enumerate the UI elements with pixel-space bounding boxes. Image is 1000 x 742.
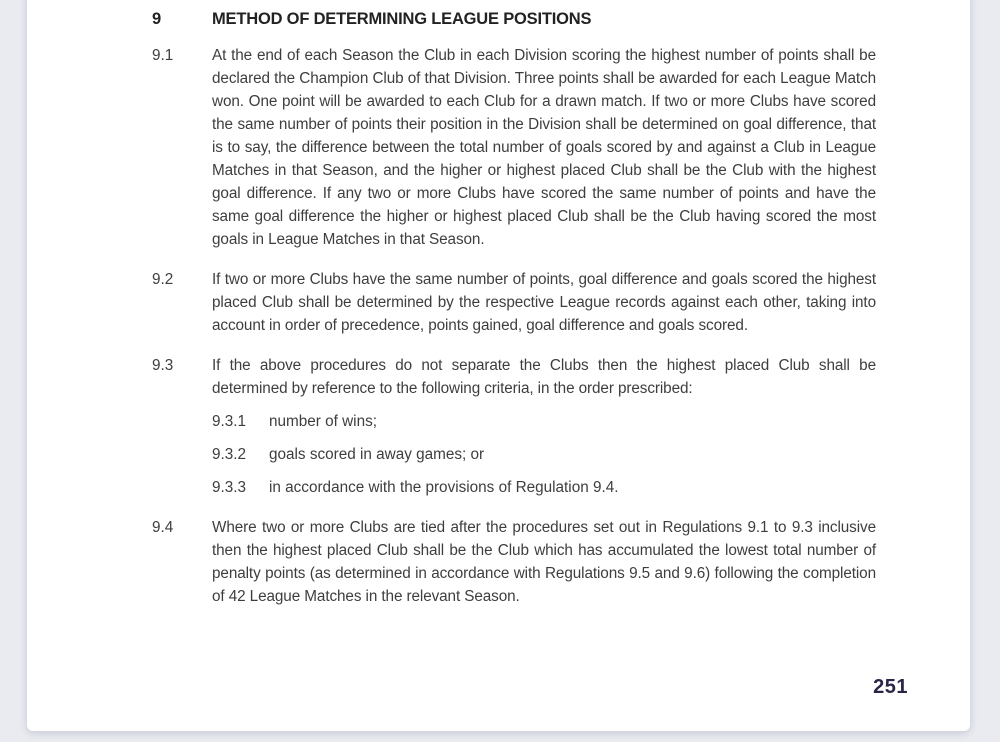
clause-number: 9.2: [152, 271, 174, 288]
section-heading: [152, 8, 876, 31]
clause-number: 9.1: [152, 47, 174, 64]
subclause-text: goals scored in away games; or: [269, 446, 485, 463]
subclause-text: in accordance with the provisions of Regulation 9.4.: [269, 479, 619, 496]
subclause-9.3.2: [212, 443, 876, 466]
clause-text: If two or more Clubs have the same number of points, goal difference and goals scored the highest placed Club shall be determined by the respective League records against each other, taking into account in order of precedence, points gained, goal difference and goals scored.: [212, 271, 876, 334]
clause-9.3: [152, 354, 876, 499]
clause-9.2: [152, 268, 876, 337]
page-content: [27, 0, 970, 731]
clause-number: 9.3: [152, 357, 174, 374]
subclause-9.3.1: [212, 410, 876, 433]
subclause-number: 9.3.2: [212, 446, 247, 463]
page-number: 251: [873, 676, 908, 698]
clause-9.1: [152, 44, 876, 251]
clause-body: [212, 516, 876, 608]
clause-text: If the above procedures do not separate the Clubs then the highest placed Club shall be determined by reference to the following criteria, in the order prescribed:: [212, 357, 876, 397]
subclause-number: 9.3.1: [212, 413, 247, 430]
clause-number: 9.4: [152, 519, 174, 536]
subclause-number: 9.3.3: [212, 479, 247, 496]
clause-body: [212, 354, 876, 499]
document-page: [27, 0, 970, 731]
subclause-9.3.3: [212, 476, 876, 499]
subclause-text: number of wins;: [269, 413, 377, 430]
clause-text: At the end of each Season the Club in each Division scoring the highest number of points shall be declared the Champion Club of that Division. Three points shall be awarded for each League Match won. One point will be awarded to each Club for a drawn match. If two or more Clubs have scored the same number of points their position in the Division shall be determined on goal difference, that is to say, the difference between the total number of goals scored by and against a Club in League Matches in that Season, and the higher or highest placed Club shall be the Club with the highest goal difference. If any two or more Clubs have scored the same number of points and have the same goal difference the higher or highest placed Club shall be the Club having scored the most goals in League Matches in that Season.: [212, 47, 876, 248]
clause-text: Where two or more Clubs are tied after the procedures set out in Regulations 9.1 to 9.3 inclusive then the highest placed Club shall be the Club which has accumulated the lowest total number of penalty points (as determined in accordance with Regulations 9.5 and 9.6) following the completion of 42 League Matches in the relevant Season.: [212, 519, 876, 605]
clause-body: [212, 44, 876, 251]
section-title: METHOD OF DETERMINING LEAGUE POSITIONS: [212, 10, 592, 28]
clause-body: [212, 268, 876, 337]
clause-9.4: [152, 516, 876, 608]
section-number: 9: [152, 10, 161, 28]
clause-list: [152, 44, 876, 608]
